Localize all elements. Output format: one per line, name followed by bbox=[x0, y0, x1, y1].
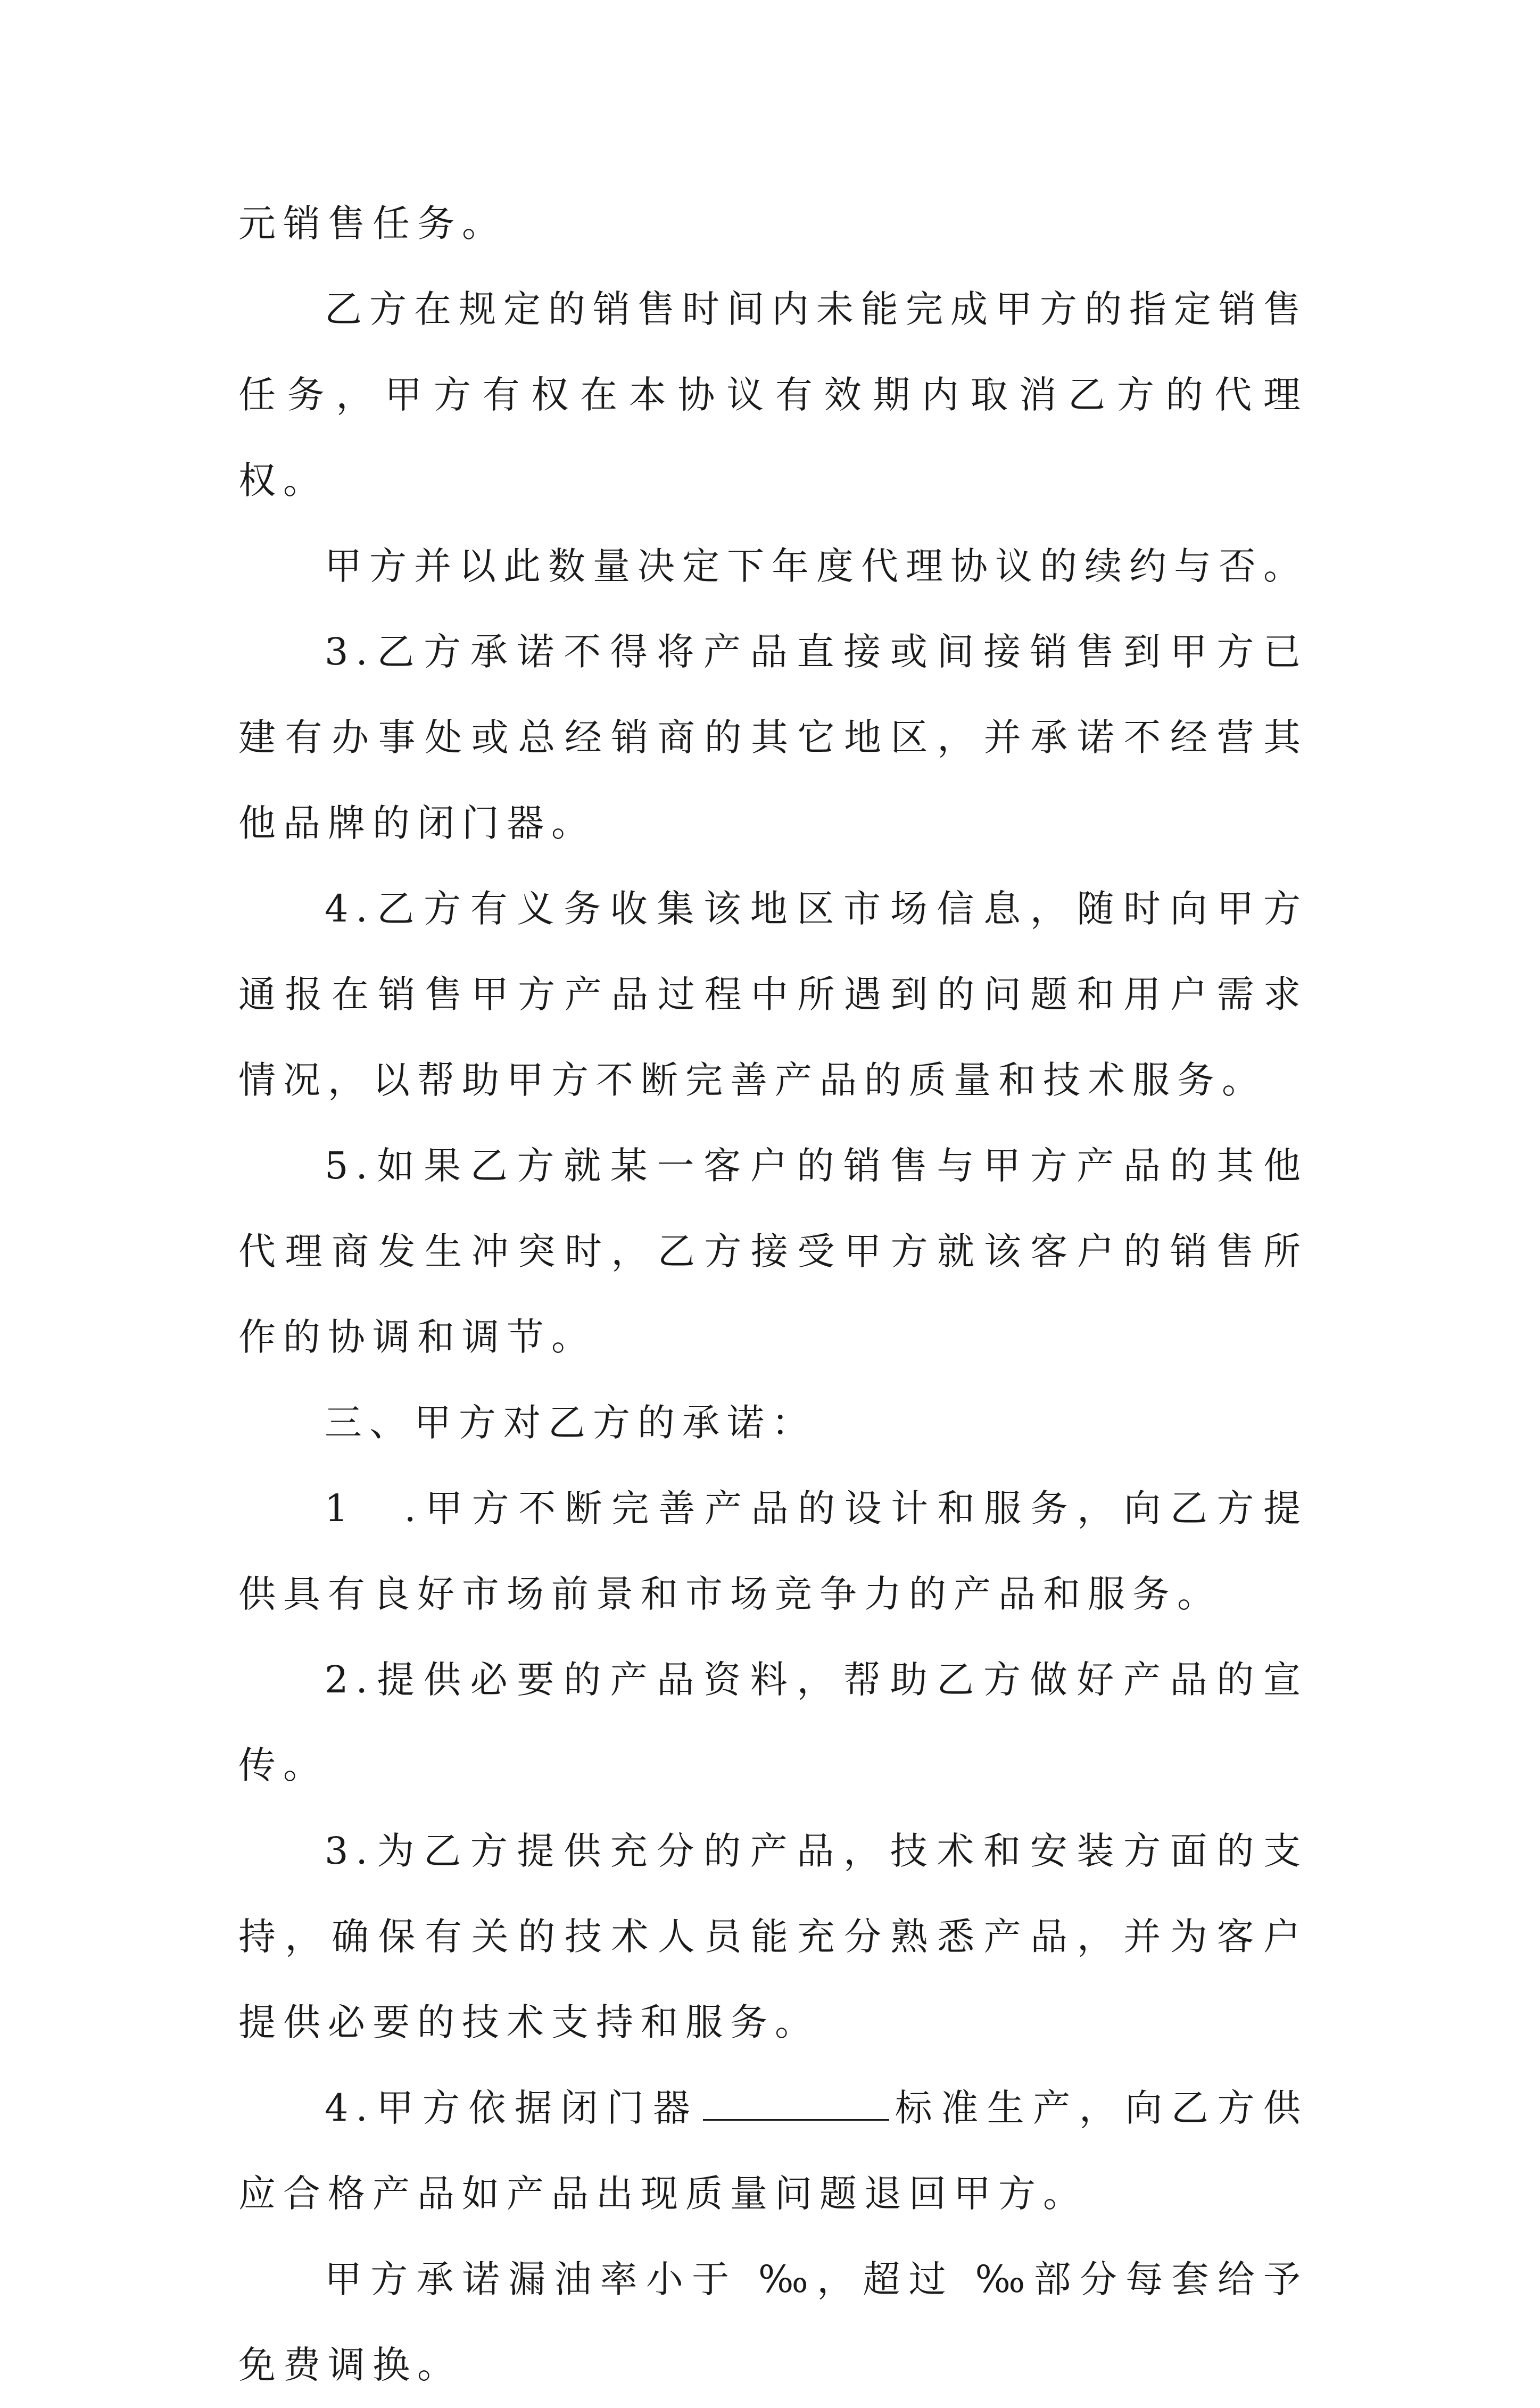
paragraph-promise-1: 1 .甲方不断完善产品的设计和服务，向乙方提供具有良好市场前景和市场竞争力的产品和服务。 bbox=[238, 1487, 1308, 1616]
paragraph-promise-4 bbox=[238, 2065, 1308, 2237]
paragraph-promise-3: 3.为乙方提供充分的产品，技术和安装方面的支持，确保有关的技术人员能充分熟悉产品，并为客户提供必要的技术支持和服务。 bbox=[238, 1829, 1308, 2044]
document-body bbox=[238, 181, 1308, 2408]
paragraph-clause-3: 3.乙方承诺不得将产品直接或间接销售到甲方已建有办事处或总经销商的其它地区，并承诺不经营其他品牌的闭门器。 bbox=[238, 630, 1308, 845]
paragraph-leak-rate: 甲方承诺漏油率小于 ‰，超过 ‰部分每套给予免费调换。 bbox=[238, 2257, 1308, 2387]
promise-4-before: 4.甲方依据闭门器 bbox=[325, 2086, 699, 2130]
paragraph-clause-5: 5.如果乙方就某一客户的销售与甲方产品的其他代理商发生冲突时，乙方接受甲方就该客户的销售所作的协调和调节。 bbox=[238, 1144, 1308, 1359]
paragraph-promise-2: 2.提供必要的产品资料，帮助乙方做好产品的宣传。 bbox=[238, 1658, 1308, 1787]
paragraph-sales-deadline: 乙方在规定的销售时间内未能完成甲方的指定销售任务，甲方有权在本协议有效期内取消乙方的代理权。 bbox=[238, 287, 1308, 502]
paragraph-clause-4: 4.乙方有义务收集该地区市场信息，随时向甲方通报在销售甲方产品过程中所遇到的问题和用户需求情况，以帮助甲方不断完善产品的质量和技术服务。 bbox=[238, 887, 1308, 1102]
paragraph-continuation: 元销售任务。 bbox=[238, 202, 507, 245]
fill-in-blank bbox=[703, 2087, 889, 2121]
section-heading-3: 三、甲方对乙方的承诺： bbox=[325, 1401, 816, 1444]
promise-4-after: 标准生产，向乙方供应合格产品如产品出现质量问题退回甲方。 bbox=[238, 2086, 1308, 2215]
paragraph-renewal: 甲方并以此数量决定下年度代理协议的续约与否。 bbox=[325, 544, 1308, 588]
